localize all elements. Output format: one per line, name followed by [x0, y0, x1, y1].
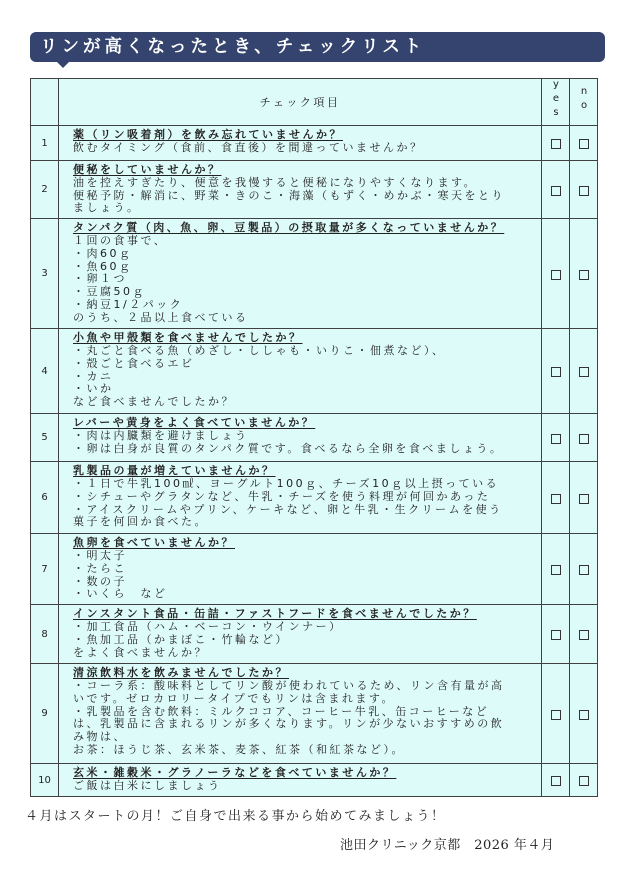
yes-cell [542, 161, 570, 219]
row-line: 油を控えすぎたり、便意を我慢すると便秘になりやすくなります。 [73, 175, 478, 189]
row-line: ・１日で牛乳100㎖、ヨーグルト100ｇ、チーズ10ｇ以上摂っている [73, 476, 500, 490]
row-line: ・明太子 [73, 548, 127, 562]
row-line: ・シチューやグラタンなど、牛乳・チーズを使う料理が何回かあった [73, 489, 491, 503]
no-cell [570, 534, 598, 605]
row-number: 1 [31, 126, 59, 161]
row-line: ・納豆1/２パック [73, 297, 184, 311]
header-row [31, 79, 598, 126]
row-line: など食べませんでしたか？ [73, 395, 235, 409]
row-line: ・乳製品を含む飲料：ミルクココア、コーヒー牛乳、缶コーヒーなど [73, 704, 490, 718]
no-checkbox[interactable] [579, 565, 589, 575]
checklist-row-7 [31, 534, 598, 605]
yes-checkbox[interactable] [551, 270, 561, 280]
yes-cell [542, 414, 570, 462]
yes-checkbox[interactable] [551, 776, 561, 786]
checklist-row-10 [31, 764, 598, 797]
no-checkbox[interactable] [579, 139, 589, 149]
yes-cell [542, 219, 570, 329]
row-line: ・アイスクリームやプリン、ケーキなど、卵と牛乳・生クリームを使う [73, 502, 503, 516]
no-cell [570, 605, 598, 664]
header-item: チェック項目 [59, 79, 542, 126]
row-line: ・殻ごと食べるエビ [73, 356, 195, 370]
no-checkbox[interactable] [579, 367, 589, 377]
row-line: ・コーラ系：酸味料としてリン酸が使われているため、リン含有量が高 [73, 678, 505, 692]
row-line: ・いくら など [73, 587, 168, 601]
row-line: み物は、 [73, 730, 127, 744]
row-line: ・たらこ [73, 561, 127, 575]
row-number: 2 [31, 161, 59, 219]
header-no-cell [570, 79, 598, 126]
row-line: いです。ゼロカロリータイプでもリンは含まれます。 [73, 691, 396, 705]
row-line: ・豆腐50ｇ [73, 285, 146, 299]
item-cell [59, 764, 542, 797]
banner-pointer [56, 61, 70, 68]
no-cell [570, 462, 598, 534]
row-heading: 玄米・雑穀米・グラノーラなどを食べていませんか？ [73, 766, 397, 780]
no-cell [570, 219, 598, 329]
row-heading: 薬（リン吸着剤）を飲み忘れていませんか？ [73, 128, 343, 141]
row-number: 4 [31, 329, 59, 414]
row-line: ・魚加工品（かまぼこ・竹輪など） [73, 632, 289, 646]
row-number: 5 [31, 414, 59, 462]
yes-cell [542, 664, 570, 764]
row-line: ・カニ [73, 369, 114, 383]
item-cell [59, 534, 542, 605]
row-line: ・肉は内臓類を避けましょう [73, 428, 249, 442]
row-line: １回の食事で、 [73, 233, 168, 247]
no-checkbox[interactable] [579, 630, 589, 640]
item-cell [59, 219, 542, 329]
header-yes-cell [542, 79, 570, 126]
row-number: 9 [31, 664, 59, 764]
no-cell [570, 329, 598, 414]
row-line: は、乳製品に含まれるリンが多くなります。リンが少ないおすすめの飲 [73, 717, 505, 731]
checklist-row-1 [31, 126, 598, 161]
row-line: ・加工食品（ハム・ベーコン・ウインナー） [73, 619, 343, 633]
checklist-row-2 [31, 161, 598, 219]
checklist-row-8 [31, 605, 598, 664]
checklist-row-4 [31, 329, 598, 414]
no-checkbox[interactable] [579, 494, 589, 504]
yes-cell [542, 126, 570, 161]
checklist-row-6 [31, 462, 598, 534]
yes-checkbox[interactable] [551, 367, 561, 377]
item-cell [59, 414, 542, 462]
item-cell [59, 605, 542, 664]
row-line: ・丸ごと食べる魚（めざし・ししゃも・いりこ・佃煮など）、 [73, 343, 446, 357]
row-number: 7 [31, 534, 59, 605]
no-cell [570, 764, 598, 797]
row-line: ・いか [73, 382, 114, 396]
clinic-signature: 池田クリニック京都 2026 年４月 [340, 838, 555, 853]
no-checkbox[interactable] [579, 710, 589, 720]
row-heading: 便秘をしていませんか？ [73, 163, 222, 176]
no-checkbox[interactable] [579, 186, 589, 196]
row-line: をよく食べませんか？ [73, 645, 208, 659]
row-line: ・肉60ｇ [73, 246, 133, 260]
row-line: ましょう。 [73, 201, 141, 215]
row-line: ・魚60ｇ [73, 259, 133, 273]
row-heading: 清涼飲料水を飲みませんでしたか？ [73, 666, 289, 680]
row-number: 10 [31, 764, 59, 797]
item-cell [59, 126, 542, 161]
row-line: ・卵１つ [73, 272, 127, 286]
no-checkbox[interactable] [579, 270, 589, 280]
header-yes: yes [550, 79, 562, 121]
no-cell [570, 126, 598, 161]
row-line: ご飯は白米にしましょう [73, 778, 222, 792]
yes-checkbox[interactable] [551, 434, 561, 444]
page-title: リンが高くなったとき、チェックリスト [40, 37, 426, 57]
yes-cell [542, 605, 570, 664]
yes-cell [542, 534, 570, 605]
yes-checkbox[interactable] [551, 139, 561, 149]
row-line: 飲むタイミング（食前、食直後）を間違っていませんか？ [73, 140, 424, 154]
item-cell [59, 329, 542, 414]
header-number-cell [31, 79, 59, 126]
item-cell [59, 161, 542, 219]
row-line: のうち、２品以上食べている [73, 310, 249, 324]
row-heading: タンパク質（肉、魚、卵、豆製品）の摂取量が多くなっていませんか？ [73, 221, 505, 235]
yes-cell [542, 764, 570, 797]
row-number: 3 [31, 219, 59, 329]
row-heading: レバーや黄身をよく食べていませんか？ [73, 416, 316, 430]
yes-cell [542, 462, 570, 534]
checklist-row-3 [31, 219, 598, 329]
row-line: お茶：ほうじ茶、玄米茶、麦茶、紅茶（和紅茶など）。 [73, 742, 405, 756]
checklist-row-9 [31, 664, 598, 764]
yes-checkbox[interactable] [551, 710, 561, 720]
footer-message: ４月はスタートの月！ご自身で出来る事から始めてみましょう！ [25, 809, 446, 824]
yes-cell [542, 329, 570, 414]
item-cell [59, 462, 542, 534]
no-cell [570, 664, 598, 764]
row-number: 8 [31, 605, 59, 664]
header-no: no [578, 86, 590, 114]
checklist-row-5 [31, 414, 598, 462]
title-banner [30, 32, 605, 62]
yes-checkbox[interactable] [551, 494, 561, 504]
row-line: ・卵は白身が良質のタンパク質です。食べるなら全卵を食べましょう。 [73, 441, 504, 455]
row-heading: インスタント食品・缶詰・ファストフードを食べませんでしたか？ [73, 607, 477, 621]
row-line: ・数の子 [73, 574, 127, 588]
row-heading: 魚卵を食べていませんか？ [73, 536, 235, 550]
no-checkbox[interactable] [579, 434, 589, 444]
row-line: 便秘予防・解消に、野菜・きのこ・海藻（もずく・めかぶ・寒天をとり [73, 188, 505, 202]
no-cell [570, 161, 598, 219]
yes-checkbox[interactable] [551, 186, 561, 196]
row-line: 菓子を何回か食べた。 [73, 515, 208, 529]
row-number: 6 [31, 462, 59, 534]
row-heading: 小魚や甲殻類を食べませんでしたか？ [73, 331, 303, 345]
no-checkbox[interactable] [579, 776, 589, 786]
checklist-table [30, 78, 598, 797]
yes-checkbox[interactable] [551, 565, 561, 575]
yes-checkbox[interactable] [551, 630, 561, 640]
item-cell [59, 664, 542, 764]
no-cell [570, 414, 598, 462]
row-heading: 乳製品の量が増えていませんか？ [73, 464, 276, 478]
